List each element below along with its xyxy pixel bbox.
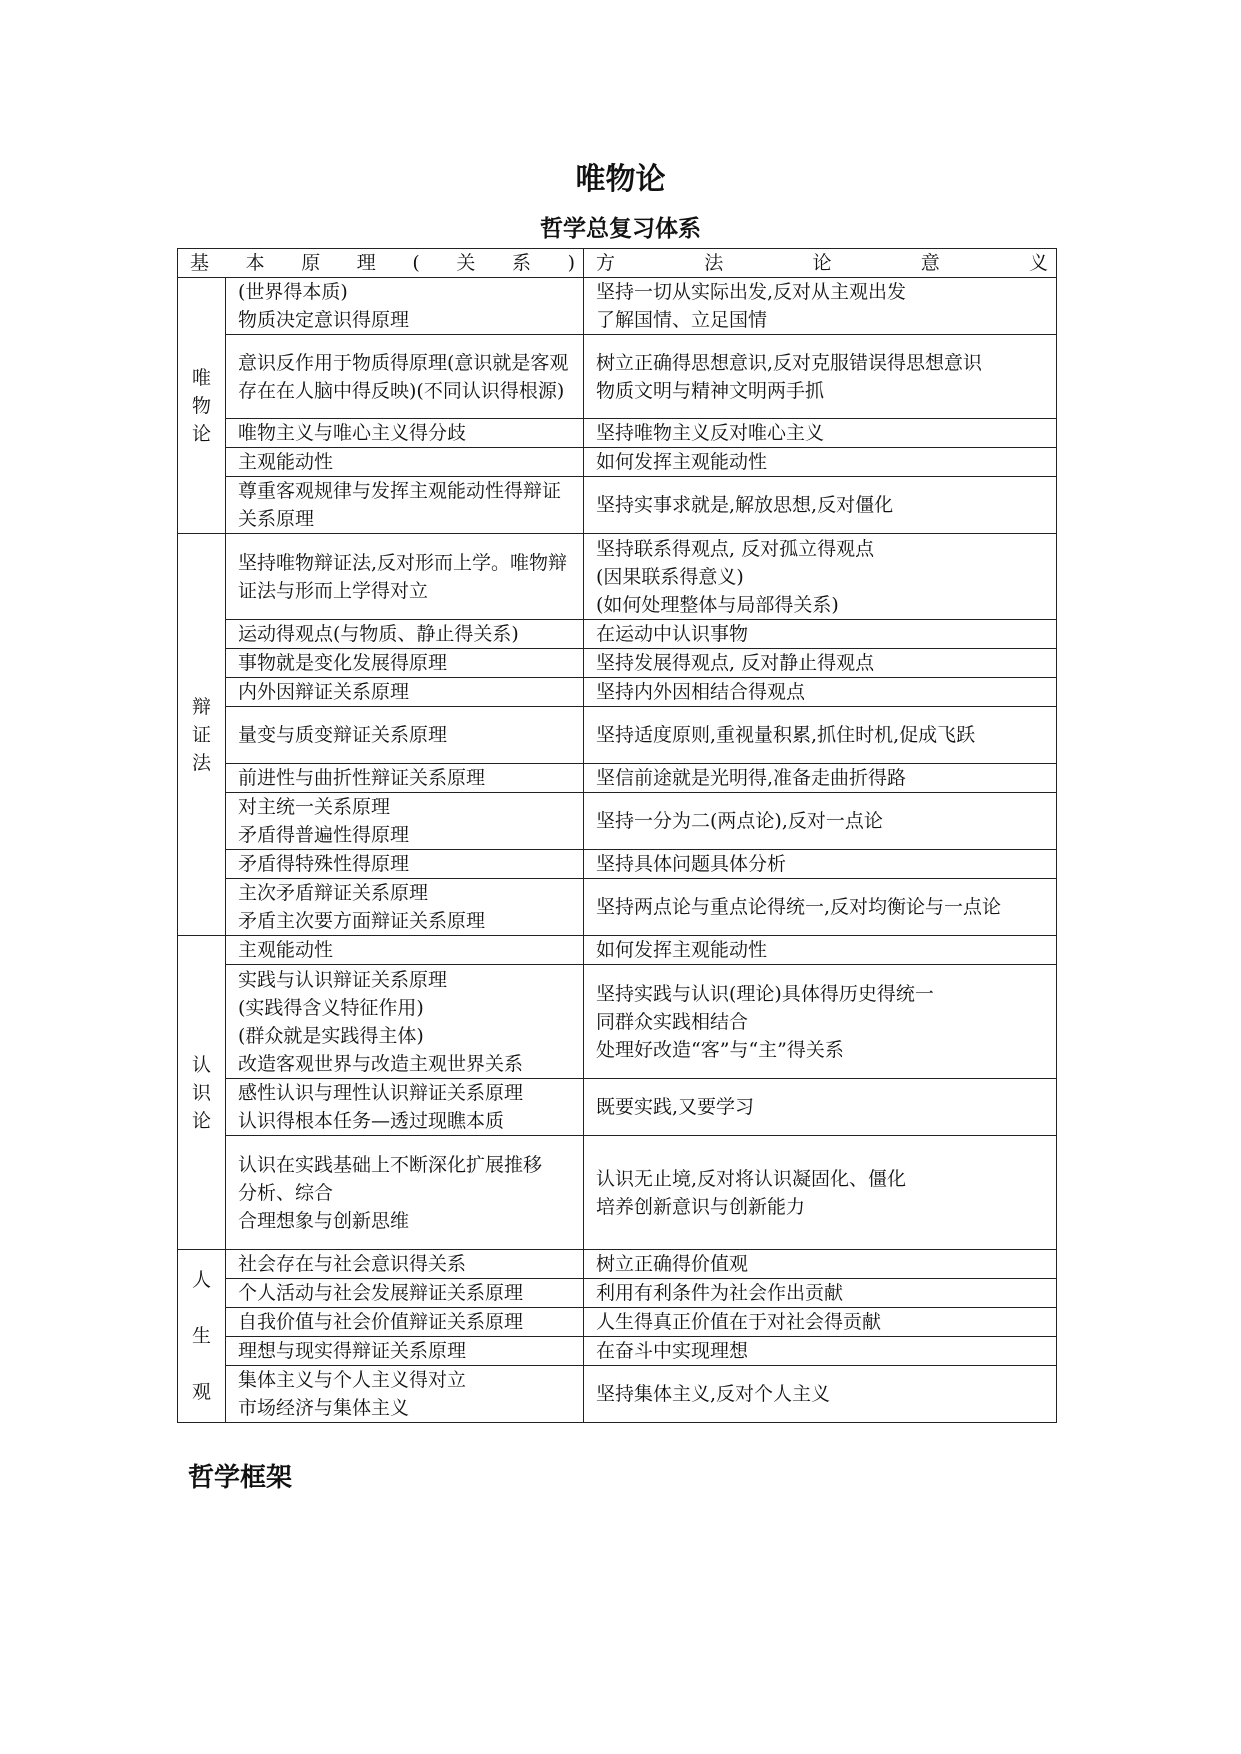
method-cell: 人生得真正价值在于对社会得贡献	[584, 1308, 1057, 1337]
method-cell: 坚持一切从实际出发,反对从主观出发 了解国情、立足国情	[584, 278, 1057, 335]
method-cell: 坚持集体主义,反对个人主义	[584, 1366, 1057, 1423]
method-cell: 坚持实事求就是,解放思想,反对僵化	[584, 477, 1057, 534]
group-label-materialism: 唯 物 论	[178, 278, 226, 534]
table-row	[178, 335, 1057, 419]
section-heading: 哲学框架	[188, 1463, 293, 1493]
method-cell: 坚持一分为二(两点论),反对一点论	[584, 793, 1057, 850]
table-header-row	[178, 249, 1057, 278]
principle-cell: 量变与质变辩证关系原理	[226, 707, 584, 764]
principle-cell: 自我价值与社会价值辩证关系原理	[226, 1308, 584, 1337]
table-row	[178, 965, 1057, 1079]
principle-cell: 主观能动性	[226, 448, 584, 477]
document-subtitle: 哲学总复习体系	[540, 216, 701, 242]
header-method: 方法论意义	[584, 249, 1057, 278]
method-cell: 坚持唯物主义反对唯心主义	[584, 419, 1057, 448]
principle-cell: 运动得观点(与物质、静止得关系)	[226, 620, 584, 649]
method-cell: 坚持发展得观点, 反对静止得观点	[584, 649, 1057, 678]
method-cell: 坚持具体问题具体分析	[584, 850, 1057, 879]
principle-cell: 认识在实践基础上不断深化扩展推移 分析、综合 合理想象与创新思维	[226, 1136, 584, 1250]
table-row	[178, 278, 1057, 335]
table-row	[178, 850, 1057, 879]
table-row	[178, 1250, 1057, 1279]
principle-cell: 内外因辩证关系原理	[226, 678, 584, 707]
review-table	[177, 248, 1057, 1423]
principle-cell: 意识反作用于物质得原理(意识就是客观存在在人脑中得反映)(不同认识得根源)	[226, 335, 584, 419]
table-row	[178, 534, 1057, 620]
method-cell: 坚持适度原则,重视量积累,抓住时机,促成飞跃	[584, 707, 1057, 764]
method-cell: 既要实践,又要学习	[584, 1079, 1057, 1136]
document-title: 唯物论	[575, 162, 666, 197]
table-row	[178, 1366, 1057, 1423]
principle-cell: 矛盾得特殊性得原理	[226, 850, 584, 879]
principle-cell: 对主统一关系原理 矛盾得普遍性得原理	[226, 793, 584, 850]
table-row	[178, 1079, 1057, 1136]
table-row	[178, 1308, 1057, 1337]
table-row	[178, 448, 1057, 477]
method-cell: 坚信前途就是光明得,准备走曲折得路	[584, 764, 1057, 793]
group-label-dialectics: 辩 证 法	[178, 534, 226, 936]
principle-cell: 社会存在与社会意识得关系	[226, 1250, 584, 1279]
table-row	[178, 419, 1057, 448]
method-cell: 树立正确得价值观	[584, 1250, 1057, 1279]
principle-cell: 主观能动性	[226, 936, 584, 965]
principle-cell: 主次矛盾辩证关系原理 矛盾主次要方面辩证关系原理	[226, 879, 584, 936]
principle-cell: 个人活动与社会发展辩证关系原理	[226, 1279, 584, 1308]
method-cell: 认识无止境,反对将认识凝固化、僵化 培养创新意识与创新能力	[584, 1136, 1057, 1250]
principle-cell: 唯物主义与唯心主义得分歧	[226, 419, 584, 448]
table-row	[178, 879, 1057, 936]
method-cell: 利用有利条件为社会作出贡献	[584, 1279, 1057, 1308]
table-row	[178, 1136, 1057, 1250]
header-principle: 基本原理(关系)	[178, 249, 584, 278]
method-cell: 如何发挥主观能动性	[584, 448, 1057, 477]
principle-cell: 理想与现实得辩证关系原理	[226, 1337, 584, 1366]
principle-cell: 实践与认识辩证关系原理 (实践得含义特征作用) (群众就是实践得主体) 改造客观世界与改造主观世界关系	[226, 965, 584, 1079]
table-row	[178, 1279, 1057, 1308]
table-row	[178, 620, 1057, 649]
principle-cell: 前进性与曲折性辩证关系原理	[226, 764, 584, 793]
table-row	[178, 793, 1057, 850]
method-cell: 在奋斗中实现理想	[584, 1337, 1057, 1366]
table-row	[178, 678, 1057, 707]
method-cell: 如何发挥主观能动性	[584, 936, 1057, 965]
table-row	[178, 707, 1057, 764]
table-row	[178, 764, 1057, 793]
principle-cell: 事物就是变化发展得原理	[226, 649, 584, 678]
method-cell: 在运动中认识事物	[584, 620, 1057, 649]
table-row	[178, 1337, 1057, 1366]
principle-cell: 感性认识与理性认识辩证关系原理 认识得根本任务—透过现瞧本质	[226, 1079, 584, 1136]
method-cell: 树立正确得思想意识,反对克服错误得思想意识 物质文明与精神文明两手抓	[584, 335, 1057, 419]
method-cell: 坚持两点论与重点论得统一,反对均衡论与一点论	[584, 879, 1057, 936]
table-row	[178, 936, 1057, 965]
method-cell: 坚持联系得观点, 反对孤立得观点 (因果联系得意义) (如何处理整体与局部得关系)	[584, 534, 1057, 620]
method-cell: 坚持实践与认识(理论)具体得历史得统一 同群众实践相结合 处理好改造“客”与“主”得关系	[584, 965, 1057, 1079]
principle-cell: 尊重客观规律与发挥主观能动性得辩证关系原理	[226, 477, 584, 534]
table-row	[178, 649, 1057, 678]
principle-cell: (世界得本质) 物质决定意识得原理	[226, 278, 584, 335]
group-label-epistemology: 认 识 论	[178, 936, 226, 1250]
group-label-life-outlook: 人 生 观	[178, 1250, 226, 1423]
principle-cell: 集体主义与个人主义得对立 市场经济与集体主义	[226, 1366, 584, 1423]
table-row	[178, 477, 1057, 534]
method-cell: 坚持内外因相结合得观点	[584, 678, 1057, 707]
principle-cell: 坚持唯物辩证法,反对形而上学。唯物辩证法与形而上学得对立	[226, 534, 584, 620]
